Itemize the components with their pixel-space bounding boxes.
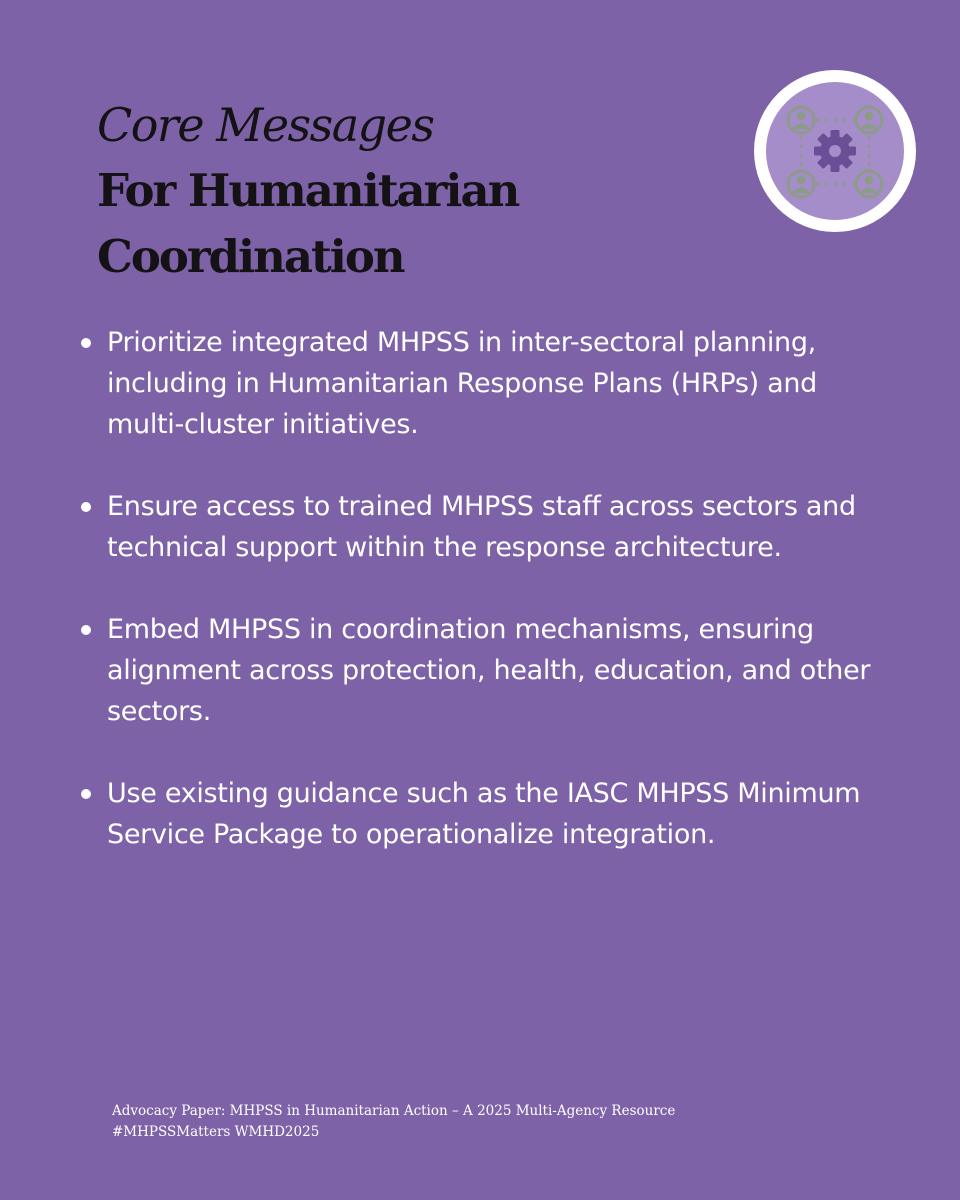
footer-source: Advocacy Paper: MHPSS in Humanitarian Action – A 2025 Multi-Agency Resource (112, 1103, 676, 1119)
title-core-messages: Core Messages (97, 98, 434, 152)
list-item (78, 773, 878, 855)
list-item (78, 322, 878, 445)
bullet-text: Embed MHPSS in coordination mechanisms, ensuring alignment across protection, health, education, and other sectors. (107, 614, 871, 727)
bullet-text: Prioritize integrated MHPSS in inter-sectoral planning, including in Humanitarian Response Plans (HRPs) and multi-cluster initiatives. (107, 327, 818, 440)
coordination-network-icon (754, 70, 916, 232)
list-item (78, 486, 878, 568)
coordination-badge (754, 70, 916, 232)
core-messages-list (78, 322, 878, 896)
bullet-text: Use existing guidance such as the IASC MHPSS Minimum Service Package to operationalize integration. (107, 778, 861, 850)
footer-citation (112, 1101, 872, 1143)
footer-hashtags: #MHPSSMatters WMHD2025 (112, 1124, 320, 1140)
bullet-dot (81, 338, 91, 348)
title-humanitarian-coordination: For Humanitarian Coordination (97, 164, 519, 283)
bullet-dot (81, 625, 91, 635)
title-block (97, 92, 717, 290)
bullet-text: Ensure access to trained MHPSS staff across sectors and technical support within the response architecture. (107, 491, 856, 563)
list-item (78, 609, 878, 732)
bullet-dot (81, 502, 91, 512)
bullet-dot (81, 789, 91, 799)
